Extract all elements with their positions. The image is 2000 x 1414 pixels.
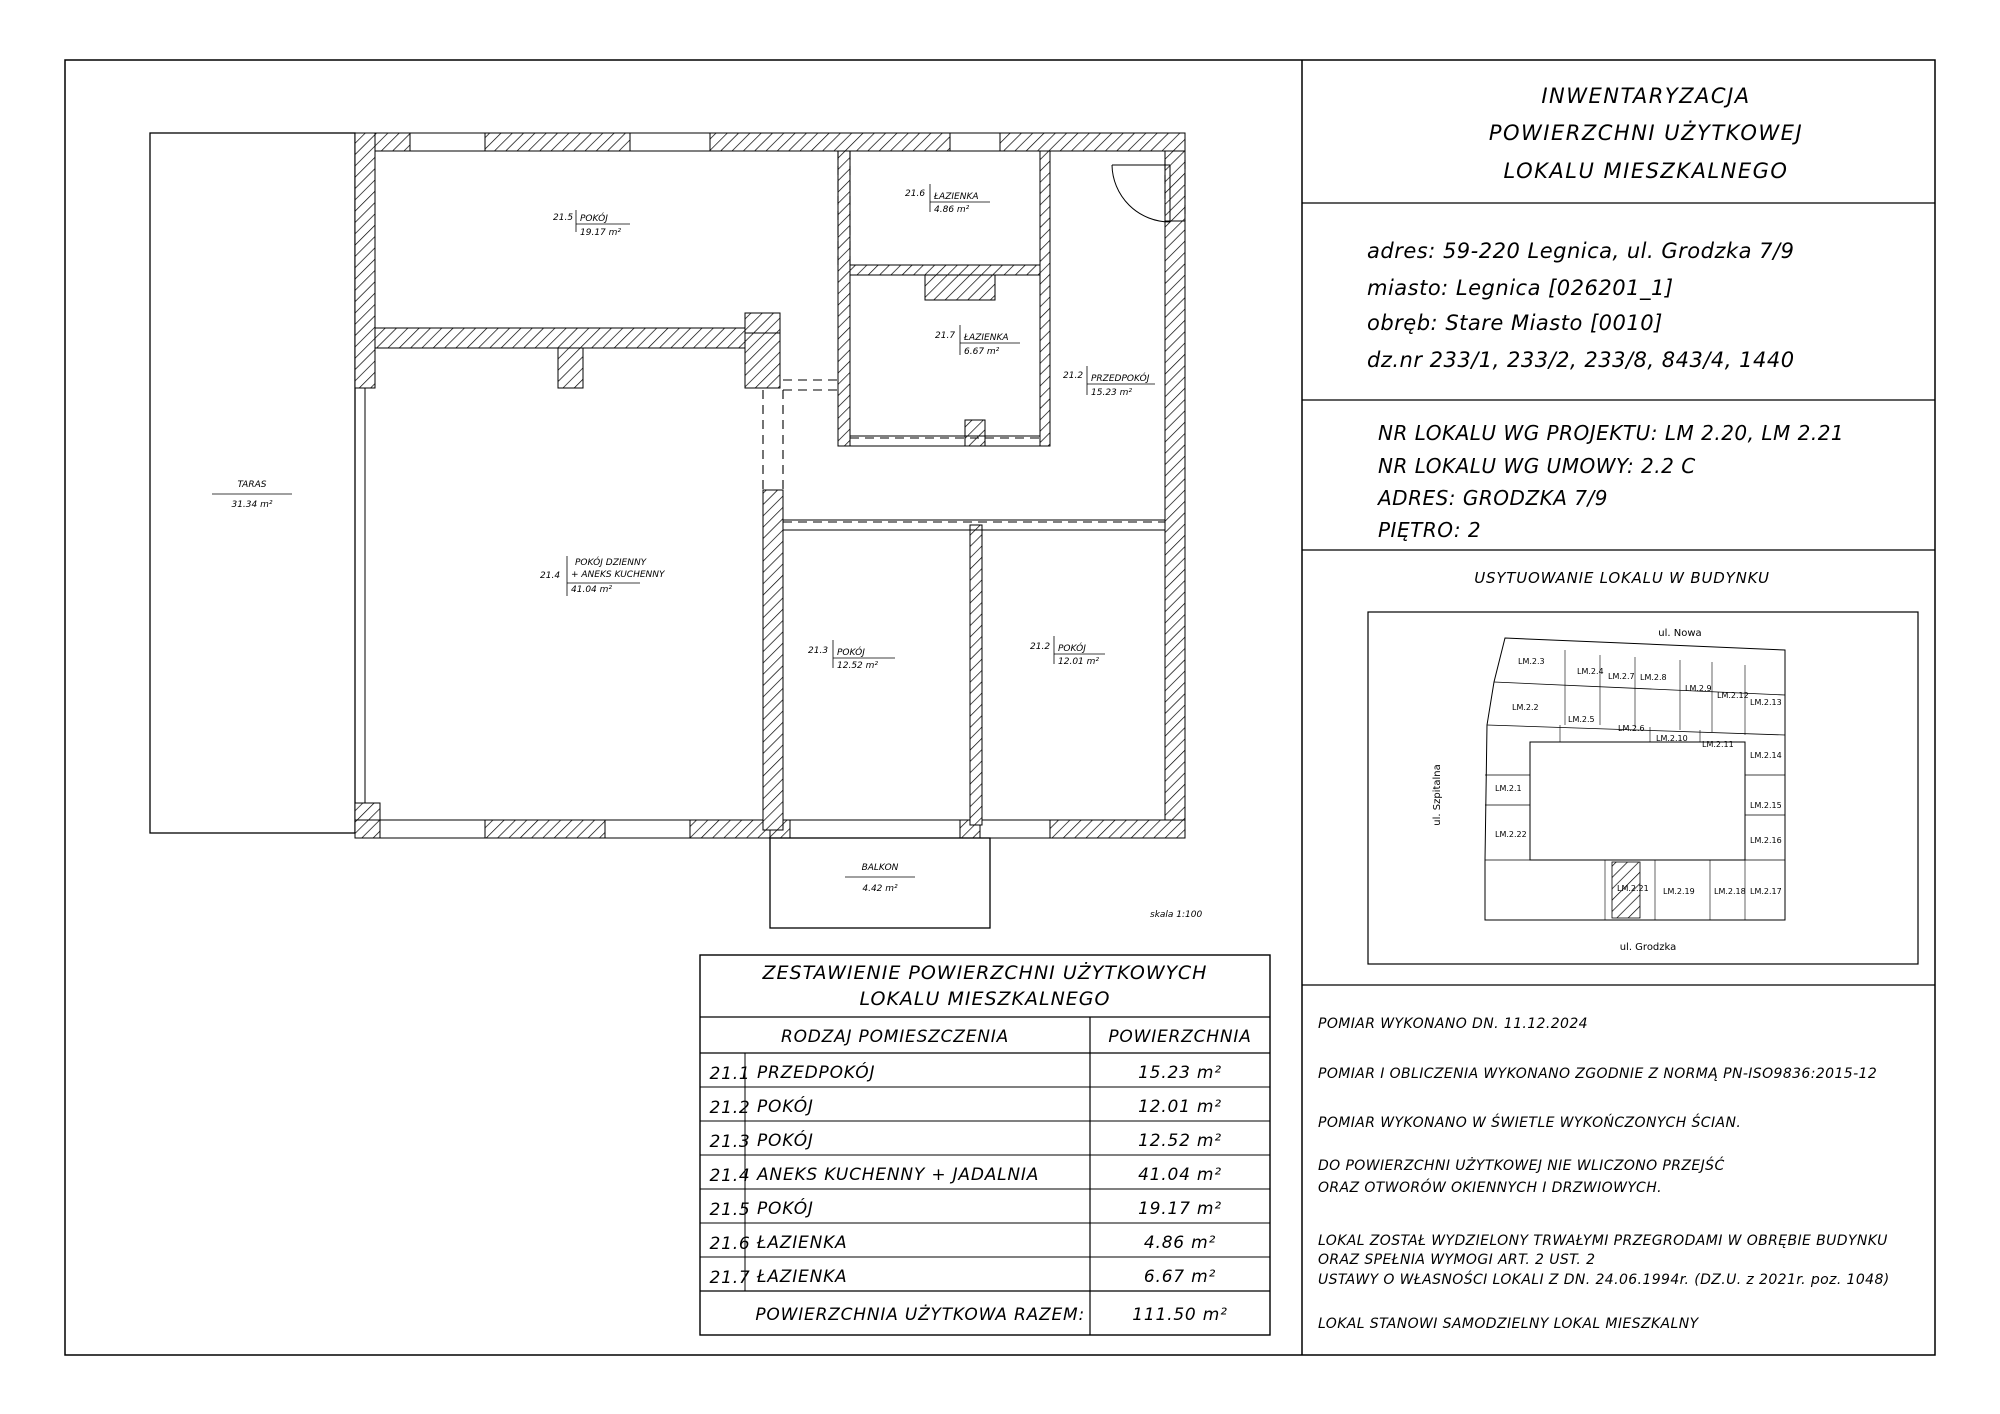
note-line: USTAWY O WŁASNOŚCI LOKALI Z DN. 24.06.1994r. (DZ.U. z 2021r. poz. 1048) xyxy=(1318,1272,1890,1288)
unit-label: LM.2.9 xyxy=(1685,684,1712,693)
room-label xyxy=(808,640,895,671)
svg-text:ŁAZIENKA: ŁAZIENKA xyxy=(757,1267,848,1287)
svg-text:+ ANEKS KUCHENNY: + ANEKS KUCHENNY xyxy=(571,570,665,580)
unit-block xyxy=(1376,421,1844,542)
table-row xyxy=(709,1267,1216,1288)
title-line-3: LOKALU MIESZKALNEGO xyxy=(1503,159,1789,183)
note-line: POMIAR I OBLICZENIA WYKONANO ZGODNIE Z NORMĄ PN-ISO9836:2015-12 xyxy=(1318,1066,1878,1082)
room-label xyxy=(540,556,666,596)
scale-label: skala 1:100 xyxy=(1150,910,1203,920)
svg-text:BALKON: BALKON xyxy=(861,863,899,873)
table-title-line-1: ZESTAWIENIE POWIERZCHNI UŻYTKOWYCH xyxy=(762,962,1208,984)
svg-text:4.86 m²: 4.86 m² xyxy=(1143,1233,1217,1253)
svg-text:21.2: 21.2 xyxy=(709,1098,751,1118)
table-row xyxy=(709,1233,1216,1254)
svg-text:19.17 m²: 19.17 m² xyxy=(580,228,622,238)
room-label xyxy=(905,184,990,215)
unit-label: LM.2.15 xyxy=(1750,801,1782,810)
svg-text:4.86 m²: 4.86 m² xyxy=(934,205,970,215)
unit-label: LM.2.18 xyxy=(1714,887,1746,896)
door-swing xyxy=(1112,165,1170,222)
unit-floor: PIĘTRO: 2 xyxy=(1378,518,1482,542)
table-row xyxy=(709,1165,1221,1186)
svg-text:6.67 m²: 6.67 m² xyxy=(964,347,1000,357)
unit-label: LM.2.2 xyxy=(1512,703,1539,712)
room-label xyxy=(1063,366,1155,398)
svg-text:12.52 m²: 12.52 m² xyxy=(1138,1131,1222,1151)
svg-text:19.17 m²: 19.17 m² xyxy=(1138,1199,1222,1219)
unit-label: LM.2.8 xyxy=(1640,673,1667,682)
unit-label: LM.2.11 xyxy=(1702,740,1734,749)
unit-label: LM.2.22 xyxy=(1495,830,1527,839)
unit-label: LM.2.5 xyxy=(1568,715,1595,724)
unit-label: LM.2.17 xyxy=(1750,887,1782,896)
table-row xyxy=(709,1095,1221,1118)
unit-label: LM.2.3 xyxy=(1518,657,1545,666)
table-total-value: 111.50 m² xyxy=(1132,1305,1228,1325)
unit-label: LM.2.21 xyxy=(1617,884,1649,893)
unit-label: LM.2.12 xyxy=(1717,691,1749,700)
title-block xyxy=(1489,84,1803,183)
svg-text:21.2: 21.2 xyxy=(1030,642,1051,652)
svg-text:POKÓJ: POKÓJ xyxy=(757,1097,814,1117)
svg-text:41.04 m²: 41.04 m² xyxy=(571,585,613,595)
unit-label: LM.2.16 xyxy=(1750,836,1782,845)
svg-text:21.3: 21.3 xyxy=(709,1132,751,1152)
svg-text:21.6: 21.6 xyxy=(905,189,926,199)
svg-text:PRZEDPOKÓJ: PRZEDPOKÓJ xyxy=(1091,374,1150,384)
unit-label: LM.2.4 xyxy=(1577,667,1604,676)
svg-text:21.7: 21.7 xyxy=(935,331,956,341)
balcony-outline xyxy=(770,838,990,928)
table-total-label: POWIERZCHNIA UŻYTKOWA RAZEM: xyxy=(755,1305,1085,1325)
svg-text:POKÓJ: POKÓJ xyxy=(757,1131,814,1151)
table-header-area: POWIERZCHNIA xyxy=(1108,1027,1252,1047)
note-line: POMIAR WYKONANO W ŚWIETLE WYKOŃCZONYCH ŚCIAN. xyxy=(1318,1115,1742,1131)
svg-text:POKÓJ DZIENNY: POKÓJ DZIENNY xyxy=(575,558,647,568)
svg-text:12.01 m²: 12.01 m² xyxy=(1058,657,1100,667)
parcel-line: dz.nr 233/1, 233/2, 233/8, 843/4, 1440 xyxy=(1367,348,1795,372)
svg-text:21.7: 21.7 xyxy=(709,1268,751,1288)
svg-text:TARAS: TARAS xyxy=(237,480,267,490)
unit-label: LM.2.10 xyxy=(1656,734,1688,743)
address-line: adres: 59-220 Legnica, ul. Grodzka 7/9 xyxy=(1367,239,1795,263)
notes-block xyxy=(1318,1016,1890,1332)
note-line: ORAZ OTWORÓW OKIENNYCH I DRZWIOWYCH. xyxy=(1318,1180,1662,1196)
table-title-line-2: LOKALU MIESZKALNEGO xyxy=(859,988,1111,1010)
svg-text:12.01 m²: 12.01 m² xyxy=(1138,1097,1222,1117)
note-line: DO POWIERZCHNI UŻYTKOWEJ NIE WLICZONO PRZEJŚĆ xyxy=(1318,1158,1725,1174)
svg-text:21.1: 21.1 xyxy=(709,1064,751,1084)
svg-text:ŁAZIENKA: ŁAZIENKA xyxy=(934,192,979,202)
svg-text:21.5: 21.5 xyxy=(553,213,574,223)
table-row xyxy=(709,1197,1221,1220)
address-block xyxy=(1367,239,1795,372)
svg-text:15.23 m²: 15.23 m² xyxy=(1138,1063,1222,1083)
svg-text:21.3: 21.3 xyxy=(808,646,829,656)
street-north: ul. Nowa xyxy=(1658,628,1702,639)
svg-text:POKÓJ: POKÓJ xyxy=(580,214,608,224)
note-line: LOKAL STANOWI SAMODZIELNY LOKAL MIESZKALNY xyxy=(1318,1316,1699,1332)
svg-text:21.4: 21.4 xyxy=(709,1166,751,1186)
svg-text:POKÓJ: POKÓJ xyxy=(837,648,865,658)
street-west: ul. Szpitalna xyxy=(1432,764,1443,826)
city-line: miasto: Legnica [026201_1] xyxy=(1367,276,1674,300)
svg-text:21.2: 21.2 xyxy=(1063,371,1084,381)
table-header-type: RODZAJ POMIESZCZENIA xyxy=(780,1027,1010,1047)
svg-text:ANEKS KUCHENNY + JADALNIA: ANEKS KUCHENNY + JADALNIA xyxy=(757,1165,1040,1185)
unit-contract-number: NR LOKALU WG UMOWY: 2.2 C xyxy=(1378,454,1696,478)
unit-address: ADRES: GRODZKA 7/9 xyxy=(1378,486,1608,510)
table-row xyxy=(709,1129,1221,1152)
svg-text:41.04 m²: 41.04 m² xyxy=(1138,1165,1222,1185)
svg-text:POKÓJ: POKÓJ xyxy=(757,1199,814,1219)
svg-text:6.67 m²: 6.67 m² xyxy=(1143,1267,1217,1287)
unit-project-number: NR LOKALU WG PROJEKTU: LM 2.20, LM 2.21 xyxy=(1378,421,1845,445)
site-plan xyxy=(1368,569,1918,964)
svg-text:PRZEDPOKÓJ: PRZEDPOKÓJ xyxy=(757,1063,876,1083)
note-line: ORAZ SPEŁNIA WYMOGI ART. 2 UST. 2 xyxy=(1318,1252,1596,1268)
note-line: POMIAR WYKONANO DN. 11.12.2024 xyxy=(1318,1016,1588,1032)
svg-text:4.42 m²: 4.42 m² xyxy=(862,884,898,894)
svg-text:12.52 m²: 12.52 m² xyxy=(837,661,879,671)
title-line-1: INWENTARYZACJA xyxy=(1541,84,1751,108)
note-line: LOKAL ZOSTAŁ WYDZIELONY TRWAŁYMI PRZEGRODAMI W OBRĘBIE BUDYNKU xyxy=(1318,1233,1888,1249)
terrace-label xyxy=(212,480,292,510)
floor-plan xyxy=(150,133,1203,928)
unit-label: LM.2.6 xyxy=(1618,724,1645,733)
unit-label: LM.2.1 xyxy=(1495,784,1522,793)
svg-text:21.5: 21.5 xyxy=(709,1200,751,1220)
unit-label: LM.2.14 xyxy=(1750,751,1782,760)
precinct-line: obręb: Stare Miasto [0010] xyxy=(1367,311,1663,335)
room-label xyxy=(935,325,1020,357)
balcony-label xyxy=(845,863,915,894)
site-plan-heading: USYTUOWANIE LOKALU W BUDYNKU xyxy=(1474,569,1770,587)
street-south: ul. Grodzka xyxy=(1619,942,1677,953)
title-line-2: POWIERZCHNI UŻYTKOWEJ xyxy=(1488,121,1804,145)
svg-text:15.23 m²: 15.23 m² xyxy=(1091,388,1133,398)
table-row xyxy=(709,1061,1221,1084)
svg-text:31.34 m²: 31.34 m² xyxy=(231,500,273,510)
unit-label: LM.2.7 xyxy=(1608,672,1635,681)
summary-table xyxy=(700,955,1270,1335)
room-label xyxy=(553,210,630,238)
unit-label: LM.2.13 xyxy=(1750,698,1782,707)
room-label xyxy=(1030,636,1105,667)
svg-text:ŁAZIENKA: ŁAZIENKA xyxy=(964,333,1009,343)
svg-text:21.4: 21.4 xyxy=(540,571,561,581)
unit-label: LM.2.19 xyxy=(1663,887,1695,896)
svg-text:21.6: 21.6 xyxy=(709,1234,751,1254)
svg-text:POKÓJ: POKÓJ xyxy=(1058,644,1086,654)
svg-text:ŁAZIENKA: ŁAZIENKA xyxy=(757,1233,848,1253)
